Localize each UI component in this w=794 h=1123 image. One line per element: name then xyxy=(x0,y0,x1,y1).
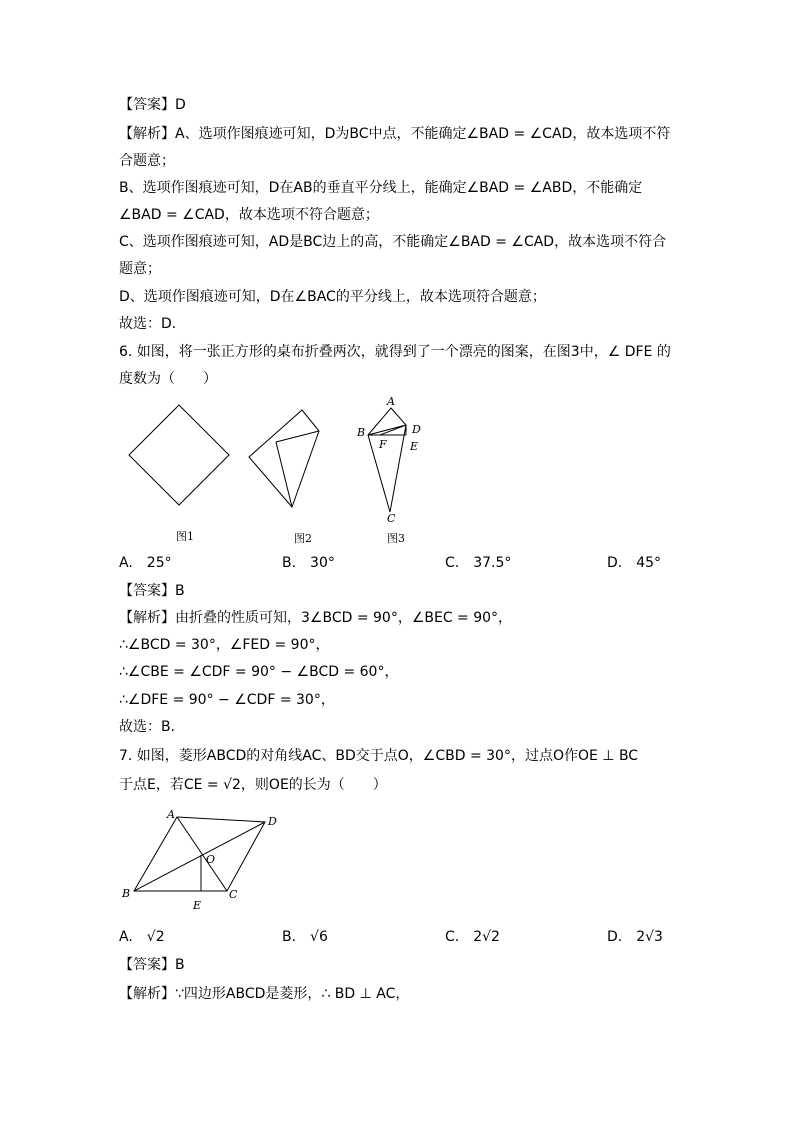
q5-analysis-line: ∠BAD = ∠CAD，故本选项不符合题意； xyxy=(119,207,379,223)
fig3-label-D: D xyxy=(412,423,421,436)
q5-analysis-line: 题意； xyxy=(119,261,161,277)
fig3-label-E: E xyxy=(410,440,419,453)
label-D: D xyxy=(268,815,277,828)
q5-answer: 【答案】D xyxy=(119,97,186,113)
label-O: O xyxy=(206,853,216,866)
q5-analysis-line: C、选项作图痕迹可知，AD是BC边上的高，不能确定∠BAD = ∠CAD，故本选项不符合 xyxy=(119,234,667,250)
q7-option-b: B. √6 xyxy=(282,929,328,945)
q5-analysis-line: 合题意； xyxy=(119,153,175,169)
fig1-square xyxy=(129,405,229,505)
q6-stem: 度数为（ ） xyxy=(119,371,217,387)
label-E: E xyxy=(193,899,202,912)
q6-analysis-line: ∴∠CBE = ∠CDF = 90° − ∠BCD = 60°， xyxy=(119,664,399,680)
fig3-label-C: C xyxy=(387,512,396,525)
q6-analysis-line: 【解析】由折叠的性质可知，3∠BCD = 90°，∠BEC = 90°， xyxy=(119,610,513,626)
q5-analysis-line: 【解析】A、选项作图痕迹可知，D为BC中点，不能确定∠BAD = ∠CAD，故本选项不符 xyxy=(119,126,671,142)
fig2-caption: 图2 xyxy=(294,532,312,545)
label-C: C xyxy=(229,888,238,901)
q6-option-b: B. 30° xyxy=(282,555,335,571)
q6-analysis-line: ∴∠DFE = 90° − ∠CDF = 30°， xyxy=(119,692,335,708)
fig1-caption: 图1 xyxy=(176,530,194,543)
q7-rhombus-figure xyxy=(115,805,290,915)
fig2-fold xyxy=(276,431,319,442)
q6-analysis-line: ∴∠BCD = 30°，∠FED = 90°， xyxy=(119,637,330,653)
q6-analysis-line: 故选：B． xyxy=(119,719,185,735)
q7-stem: 于点E，若CE = √2，则OE的长为（ ） xyxy=(119,777,387,793)
q6-answer: 【答案】B xyxy=(119,583,185,599)
label-B: B xyxy=(122,887,131,900)
q6-option-d: D. 45° xyxy=(607,555,662,571)
fig3-label-B: B xyxy=(357,426,366,439)
q7-option-a: A. √2 xyxy=(119,929,165,945)
fig3-caption: 图3 xyxy=(387,532,405,545)
label-A: A xyxy=(167,808,175,821)
fig3-outline xyxy=(368,408,406,512)
q6-option-a: A. 25° xyxy=(119,555,172,571)
q6-option-c: C. 37.5° xyxy=(445,555,512,571)
rhombus-abcd xyxy=(134,817,265,891)
q7-option-d: D. 2√3 xyxy=(607,929,663,945)
q5-analysis-line: B、选项作图痕迹可知，D在AB的垂直平分线上，能确定∠BAD = ∠ABD，不能确定 xyxy=(119,180,643,196)
q6-stem: 6. 如图，将一张正方形的桌布折叠两次，就得到了一个漂亮的图案，在图3中，∠ DFE 的 xyxy=(119,344,671,360)
diagonal-ac xyxy=(177,817,227,891)
q7-option-c: C. 2√2 xyxy=(445,929,500,945)
q7-analysis-line: 【解析】∵四边形ABCD是菱形，∴ BD ⊥ AC， xyxy=(119,986,410,1002)
q7-stem: 7. 如图，菱形ABCD的对角线AC、BD交于点O，∠CBD = 30°，过点O作OE ⊥ BC xyxy=(119,748,639,764)
fig3-label-A: A xyxy=(387,395,395,408)
q7-answer: 【答案】B xyxy=(119,957,185,973)
q6-figures xyxy=(110,395,440,550)
q5-analysis-line: 故选：D． xyxy=(119,316,186,332)
fig3-label-F: F xyxy=(379,438,387,451)
fig2-outline xyxy=(249,410,319,507)
q5-analysis-line: D、选项作图痕迹可知，D在∠BAC的平分线上，故本选项符合题意； xyxy=(119,289,546,305)
